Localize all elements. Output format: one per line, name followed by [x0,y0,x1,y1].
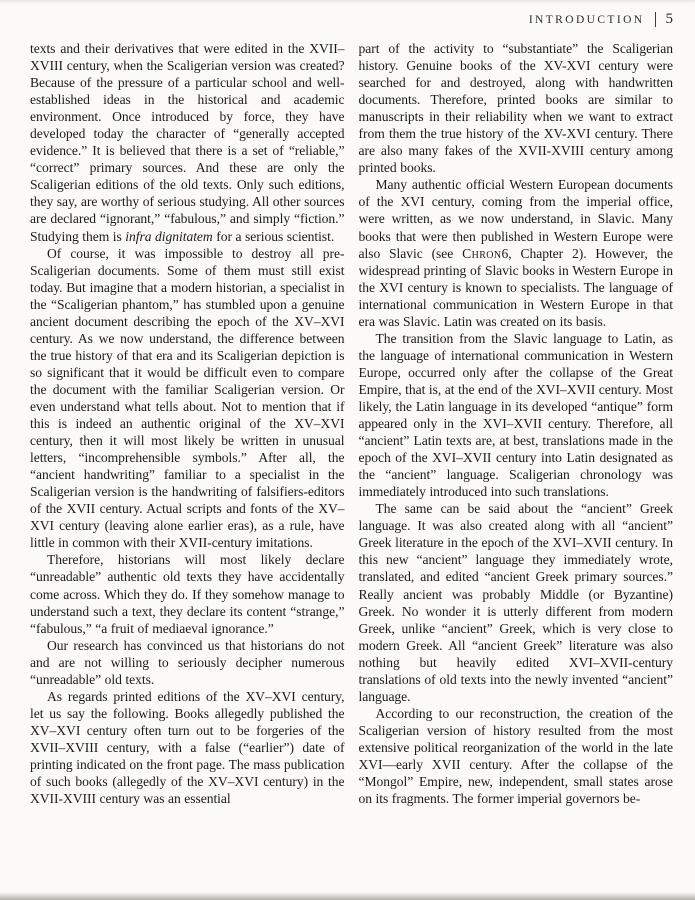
body-text: texts and their derivatives that were edited in the XVII–XVIII century, when the Scaligerian version was created? Because of the pressure of a particular school and well-established ideas in the historical and academic environment. Once introduced by force, they have developed today the character of “generally accepted evidence.” It is believed that there is a set of “reliable,” “correct” primary sources. And these are only the Scaligerian editions of the old texts. Only such editions, they say, are worthy of serious studying. All other sources are declared “ignorant,” “fabulous,” and simply “fiction.” Studying them is [30,41,345,244]
body-text: The transition from the Slavic language to Latin, as the language of international communication in Western Europe, occurred only after the collapse of the Great Empire, that is, at the end of the XVI–XVII century. Most likely, the Latin language in its developed “antique” form appeared only in the XVI–XVII century. Therefore, all “ancient” Latin texts are, at best, translations made in the epoch of the XVI–XVII century into Latin designated as the “ancient” language. Scaligerian chronology was immediately introduced into such translations. [358,330,673,500]
body-text: Our research has convinced us that historians do not and are not willing to seriously decipher numerous “unreadable” old texts. [30,637,345,687]
body-text: part of the activity to “substantiate” the Scaligerian history. Genuine books of the XV-XVI century were searched for and destroyed, along with handwritten documents. Therefore, printed books are similar to manuscripts in their reliability when we want to extract from them the true history of the XV-XVI century. There are also many fakes of the XVII-XVIII century among printed books. [358,41,673,176]
page-number: 5 [665,11,673,27]
paragraph [359,705,674,807]
body-text: for a serious scientist. [212,228,335,244]
paragraph [359,500,674,705]
column-left [30,40,345,893]
section-title: INTRODUCTION [528,13,645,26]
paragraph [30,245,345,552]
smallcaps-text: Chron [462,245,502,261]
paragraph [359,40,674,176]
page-bottom-shadow [0,892,695,900]
paragraph [30,688,345,807]
paragraph [359,330,674,500]
body-text: Many authentic official Western European documents of the XVI century, coming from the imperial office, were written, as we now understand, in Slavic. Many books that were then published in Western Europe were also Slavic (see [358,177,673,261]
italic-text: infra dignitatem [125,228,213,244]
header-divider [655,12,656,27]
body-text: As regards printed editions of the XV–XVI century, let us say the following. Books allegedly published the XV–XVI century often turn out to be forgeries of the XVII–XVIII century, with a false (“earlier”) date of printing indicated on the front page. The mass publication of such books (allegedly of the XV–XVI century) in the XVII-XVIII century was an essential [30,688,345,807]
text-columns [30,40,673,893]
body-text: 6, Chapter 2). However, the widespread printing of Slavic books in Western Europe in the XVI century is known to specialists. The language of international communication in Western Europe in that era was Slavic. Latin was created on its basis. [358,245,673,329]
column-right [359,40,674,893]
paragraph [30,40,345,245]
paragraph [30,551,345,636]
page-top-shadow [0,0,695,4]
body-text: Of course, it was impossible to destroy all pre-Scaligerian documents. Some of them must still exist today. But imagine that a modern historian, a specialist in the “Scaligerian phantom,” has stumbled upon a genuine ancient document describing the epoch of the XV–XVI century. As we now understand, the difference between the true history of that era and its Scaligerian depiction is so significant that it would be difficult even to compare the document with the familiar Scaligerian version. Or even understand what tells about. Not to mention that if this is indeed an authentic original of the XV–XVI century, then it will most likely be written in unusual letters, “incomprehensible symbols.” After all, the “ancient handwriting” familiar to a specialist in the Scaligerian version is the handwriting of falsifiers-editors of the XVII century. Actual scripts and fonts of the XV–XVI century (leaving alone earlier eras), as a rule, have little in common with their XVII-century imitations. [30,245,345,551]
paragraph [359,176,674,329]
running-head [529,11,673,28]
body-text: The same can be said about the “ancient” Greek language. It was also created along with all “ancient” Greek literature in the epoch of the XVI–XVII century. In this new “ancient” language they immediately wrote, translated, and edited “ancient Greek primary sources.” Really ancient was probably Middle (or Byzantine) Greek. No wonder it is utterly different from modern Greek, unlike “ancient” Greek, which is very close to modern Greek. All “ancient Greek” literature was also nothing but heavily edited XVI–XVII-century translations of old texts into the newly invented “ancient” language. [358,501,673,704]
paragraph [30,637,345,688]
body-text: Therefore, historians will most likely declare “unreadable” authentic old texts they have accidentally come across. Which they do. If they somehow manage to understand such a text, they declare its content “strange,” “fabulous,” “a fruit of mediaeval ignorance.” [30,552,345,636]
body-text: According to our reconstruction, the creation of the Scaligerian version of history resulted from the most extensive political reorganization of the world in the late XVI—early XVII century. After the collapse of the “Mongol” Empire, new, independent, small states arose on its fragments. The former imperial governors be- [358,705,673,807]
